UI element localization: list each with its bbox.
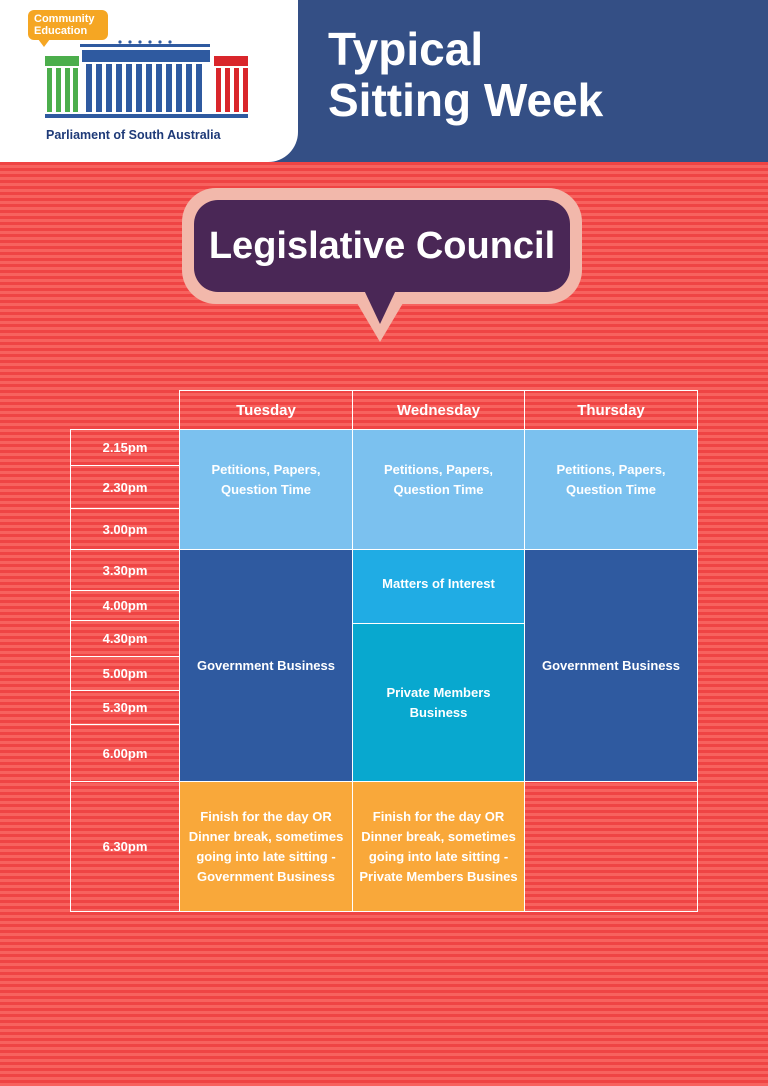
wednesday-question-time: Petitions, Papers, Question Time — [352, 429, 525, 550]
time-slot: 5.30pm — [70, 690, 180, 725]
wednesday-matters-of-interest: Matters of Interest — [352, 549, 525, 624]
time-slot: 4.30pm — [70, 620, 180, 657]
badge-line-2: Education — [34, 25, 88, 37]
day-header-thursday: Thursday — [524, 390, 698, 430]
parliament-house-logo-icon — [40, 38, 255, 128]
badge-line-1: Community — [34, 13, 95, 25]
time-slot: 6.00pm — [70, 724, 180, 782]
organisation-name: Parliament of South Australia — [46, 128, 221, 142]
community-education-badge — [28, 10, 108, 40]
time-slot: 4.00pm — [70, 590, 180, 621]
title-line-2: Sitting Week — [328, 74, 604, 126]
time-slot: 3.00pm — [70, 508, 180, 550]
chamber-bubble-tail — [364, 290, 396, 324]
wednesday-evening: Finish for the day OR Dinner break, sometimes going into late sitting - Private Members Busines — [352, 781, 525, 912]
time-slot: 2.15pm — [70, 429, 180, 466]
sitting-week-timetable — [70, 390, 698, 912]
page-title — [328, 24, 603, 126]
time-slot: 6.30pm — [70, 781, 180, 912]
time-slot: 3.30pm — [70, 549, 180, 591]
day-header-wednesday: Wednesday — [352, 390, 525, 430]
time-slot: 5.00pm — [70, 656, 180, 691]
tuesday-evening: Finish for the day OR Dinner break, sometimes going into late sitting - Government Business — [179, 781, 353, 912]
day-header-tuesday: Tuesday — [179, 390, 353, 430]
chamber-heading: Legislative Council — [194, 200, 570, 292]
thursday-government-business: Government Business — [524, 549, 698, 782]
wednesday-private-members-business: Private Members Business — [352, 623, 525, 782]
tuesday-question-time: Petitions, Papers, Question Time — [179, 429, 353, 550]
title-line-1: Typical — [328, 23, 484, 75]
time-slot: 2.30pm — [70, 465, 180, 509]
tuesday-government-business: Government Business — [179, 549, 353, 782]
thursday-question-time: Petitions, Papers, Question Time — [524, 429, 698, 550]
thursday-evening-empty — [524, 781, 698, 912]
corner-cell — [70, 390, 180, 430]
